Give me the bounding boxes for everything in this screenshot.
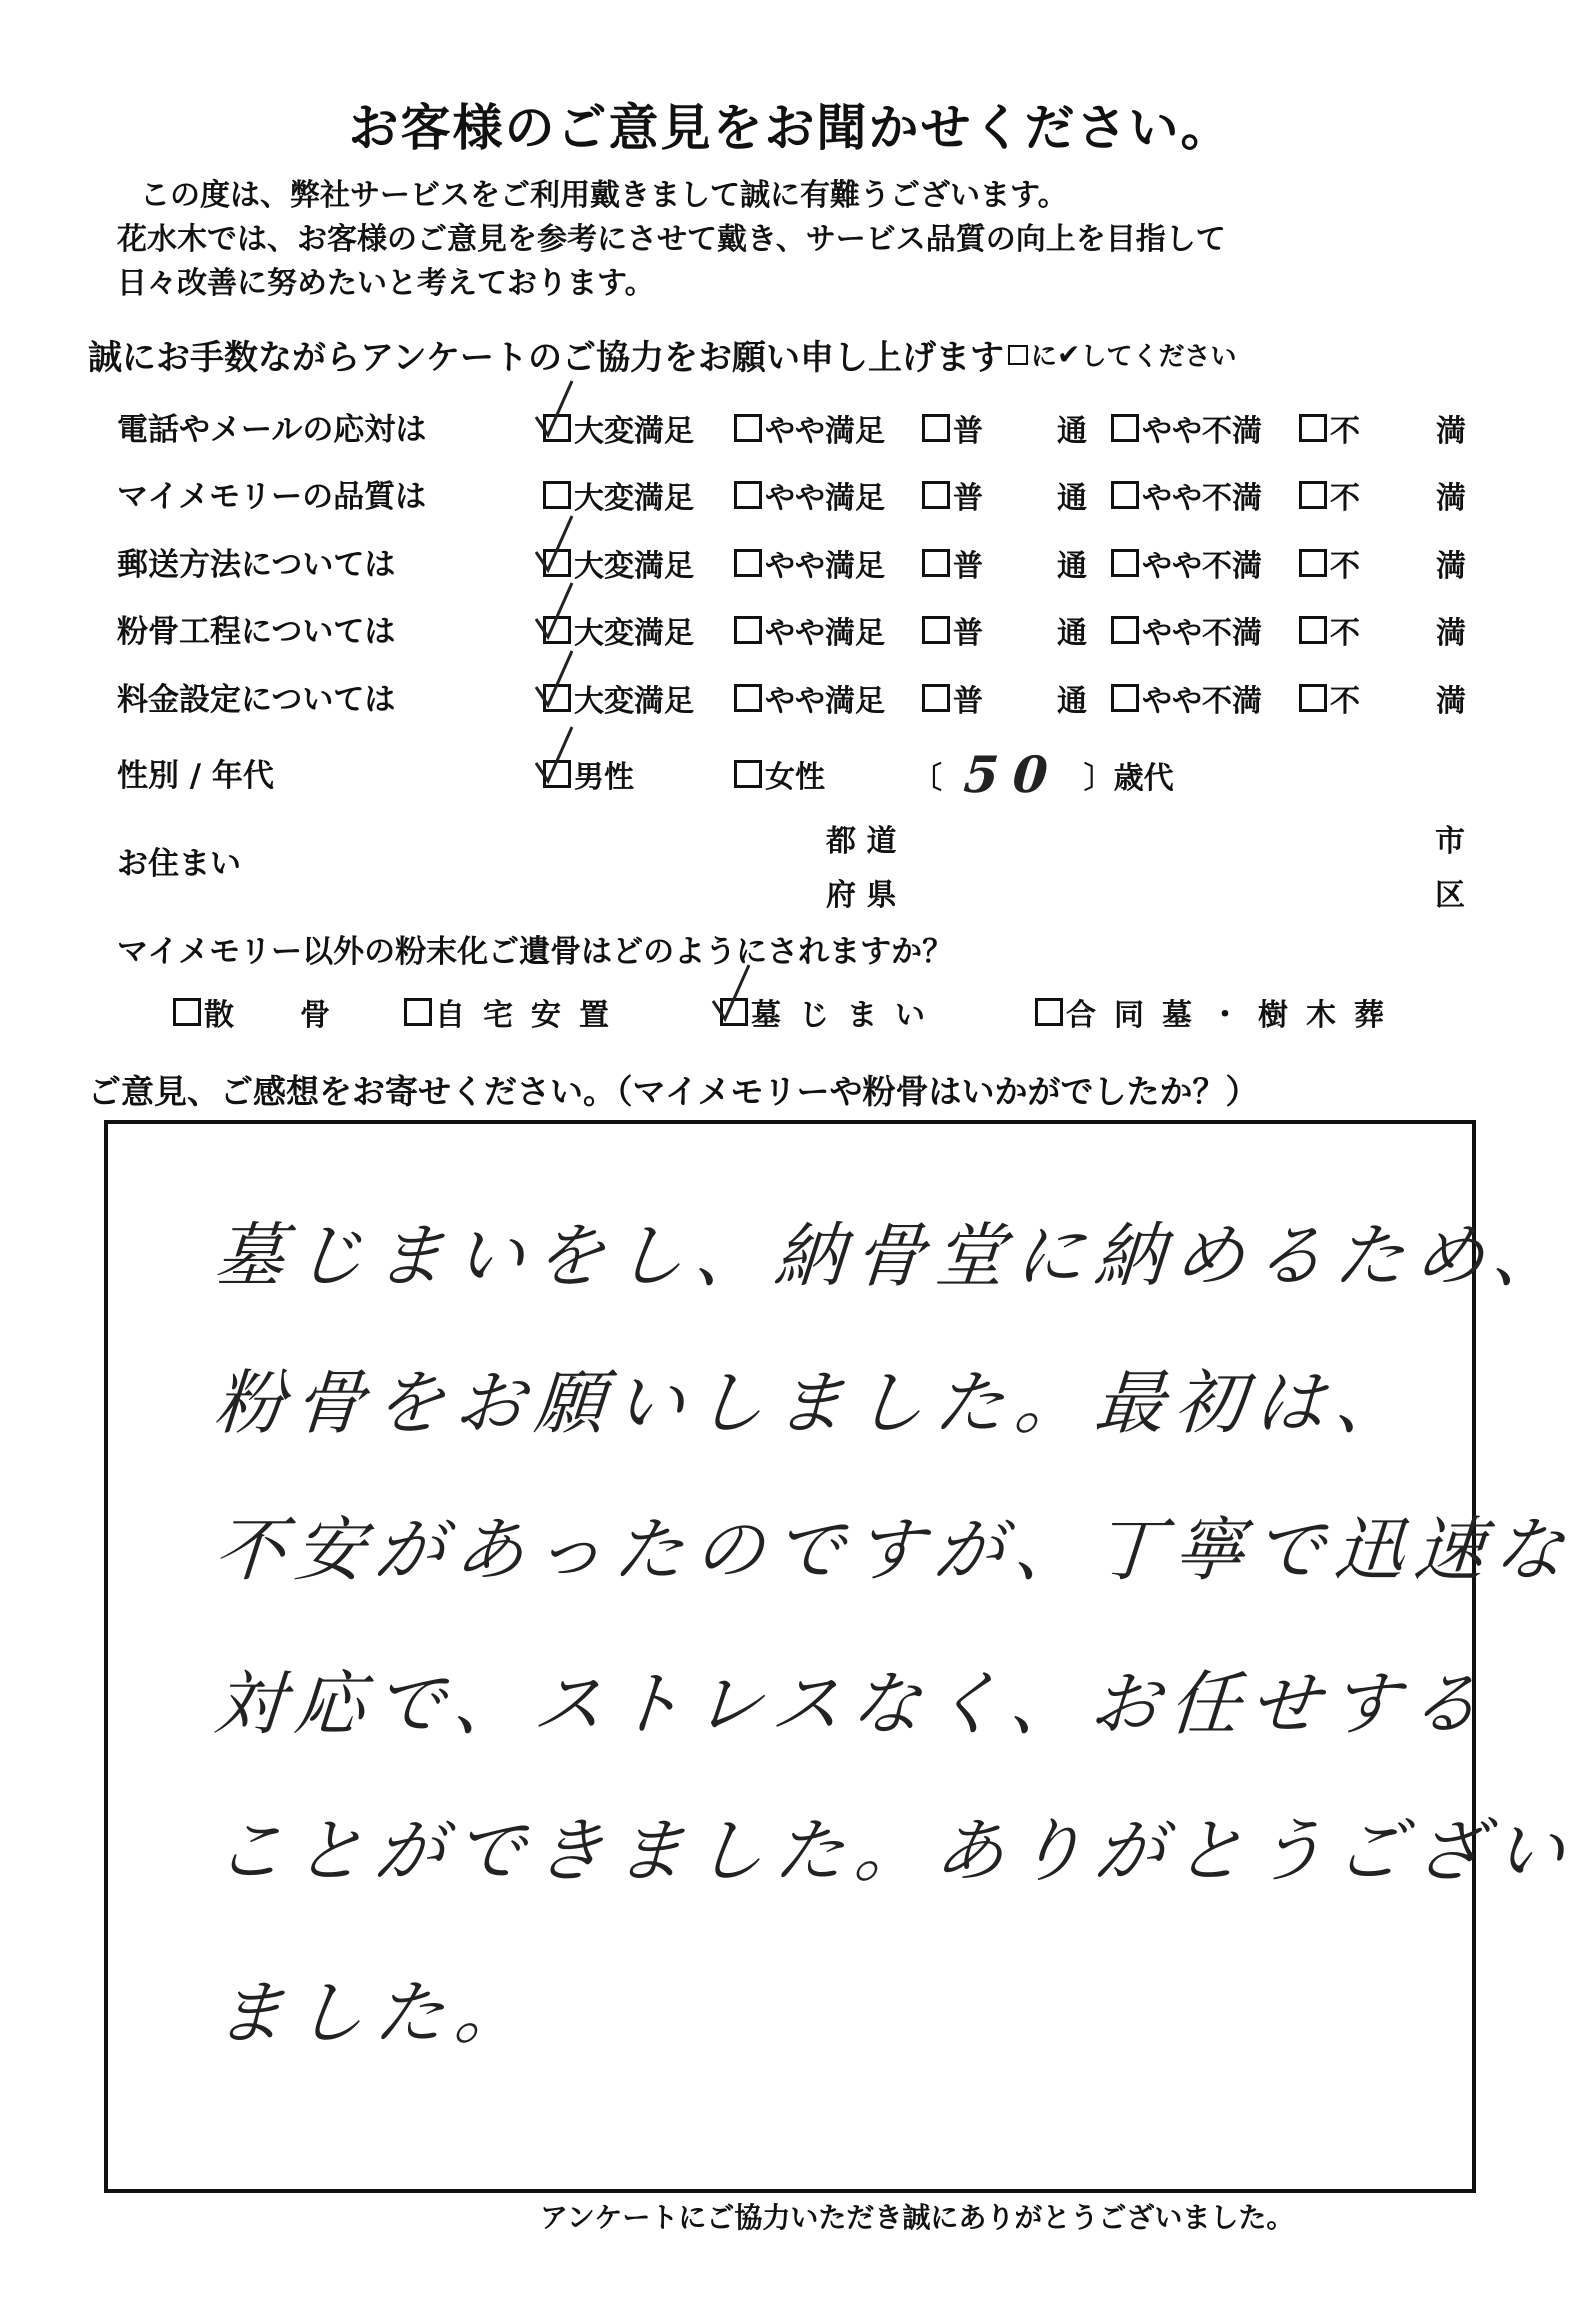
rating-option[interactable] <box>1111 541 1262 585</box>
checkbox[interactable] <box>543 760 571 788</box>
question-label: 電話やメールの応対は <box>117 412 427 448</box>
checkbox[interactable] <box>1111 481 1139 509</box>
rating-option[interactable] <box>543 541 694 585</box>
option-label: 散 骨 <box>204 998 348 1033</box>
checkbox[interactable] <box>1111 616 1139 644</box>
comment-heading: ご意見、ご感想をお寄せください。（マイメモリーや粉骨はいかがでしたか？） <box>88 1072 1259 1111</box>
checkbox[interactable] <box>543 684 571 712</box>
rating-option[interactable] <box>922 608 983 652</box>
rating-option[interactable] <box>734 608 885 652</box>
option-label: 女性 <box>765 760 825 795</box>
option-label: やや満足 <box>765 481 885 516</box>
checkbox[interactable] <box>1299 684 1327 712</box>
intro-line: 日々改善に努めたいと考えております。 <box>117 266 655 301</box>
rating-option[interactable] <box>1299 608 1360 652</box>
option-label: 男性 <box>574 760 634 795</box>
other-option[interactable] <box>1035 990 1402 1034</box>
option-label-suffix: 通 <box>1057 616 1087 651</box>
gender-male-option[interactable] <box>543 752 634 796</box>
checkbox[interactable] <box>734 549 762 577</box>
city-suffix-2: 区 <box>1435 878 1465 913</box>
checkbox-icon <box>1008 345 1028 365</box>
handwritten-line: 墓じまいをし、納骨堂に納めるため、 <box>211 1215 1575 1297</box>
option-label: やや不満 <box>1142 684 1262 719</box>
handwritten-line: ことができました。ありがとうござい <box>211 1810 1578 1892</box>
checkbox[interactable] <box>543 549 571 577</box>
option-label: やや不満 <box>1142 414 1262 449</box>
checkbox[interactable] <box>922 684 950 712</box>
rating-option[interactable] <box>543 676 694 720</box>
handwritten-line: 対応で、ストレスなく、お任せする <box>211 1663 1493 1745</box>
gender-female-option[interactable] <box>734 752 825 796</box>
checkmark-icon <box>532 514 592 584</box>
question-label: 粉骨工程については <box>117 614 396 650</box>
instruction-pre: に <box>1030 342 1057 372</box>
checkbox[interactable] <box>720 998 748 1026</box>
other-question: マイメモリー以外の粉末化ご遺骨はどのようにされますか？ <box>117 934 954 970</box>
rating-option[interactable] <box>543 473 694 517</box>
checkbox[interactable] <box>1111 549 1139 577</box>
checkbox[interactable] <box>734 760 762 788</box>
checkbox[interactable] <box>922 481 950 509</box>
rating-option[interactable] <box>922 676 983 720</box>
option-label: 普 <box>953 616 983 651</box>
question-label: 料金設定については <box>117 682 396 718</box>
checkbox[interactable] <box>1299 549 1327 577</box>
survey-request <box>88 330 1236 379</box>
rating-option[interactable] <box>1111 473 1262 517</box>
option-label: 墓じまい <box>751 998 943 1033</box>
rating-option[interactable] <box>922 541 983 585</box>
rating-option[interactable] <box>1299 676 1360 720</box>
checkbox[interactable] <box>734 616 762 644</box>
question-label: マイメモリーの品質は <box>117 479 427 515</box>
option-label: やや不満 <box>1142 481 1262 516</box>
checkbox[interactable] <box>1111 414 1139 442</box>
page-title: お客様のご意見をお聞かせください。 <box>348 99 1233 157</box>
prefecture-suffix-2: 府 県 <box>826 878 897 913</box>
other-option[interactable] <box>404 990 627 1034</box>
survey-request-text: 誠にお手数ながらアンケートのご協力をお願い申し上げます <box>88 338 1004 378</box>
checkmark-icon <box>532 581 592 651</box>
option-label-suffix: 通 <box>1057 481 1087 516</box>
address-label: お住まい <box>117 846 241 882</box>
age-suffix: 〕歳代 <box>1083 760 1174 796</box>
question-label: 郵送方法については <box>117 547 396 583</box>
option-label: 大変満足 <box>574 616 694 651</box>
checkbox[interactable] <box>1299 481 1327 509</box>
rating-option[interactable] <box>734 676 885 720</box>
option-label: 不 <box>1330 549 1360 584</box>
rating-option[interactable] <box>1111 676 1262 720</box>
handwritten-line: ました。 <box>211 1972 538 2054</box>
instruction-post: してください <box>1080 342 1237 372</box>
option-label: 自宅安置 <box>435 998 627 1033</box>
rating-option[interactable] <box>543 406 694 450</box>
option-label: やや不満 <box>1142 549 1262 584</box>
option-label: 大変満足 <box>574 684 694 719</box>
option-label: やや満足 <box>765 616 885 651</box>
option-label: 大変満足 <box>574 414 694 449</box>
checkbox[interactable] <box>922 549 950 577</box>
rating-option[interactable] <box>543 608 694 652</box>
option-label: やや満足 <box>765 684 885 719</box>
rating-option[interactable] <box>1111 608 1262 652</box>
handwritten-line: 不安があったのですが、丁寧で迅速な <box>211 1509 1577 1591</box>
rating-option[interactable] <box>1299 473 1360 517</box>
checkbox[interactable] <box>173 998 201 1026</box>
option-label-suffix: 通 <box>1057 549 1087 584</box>
option-label: 不 <box>1330 616 1360 651</box>
option-label-suffix: 満 <box>1436 616 1466 651</box>
handwritten-line: 粉骨をお願いしました。最初は、 <box>211 1362 1418 1444</box>
option-label-suffix: 満 <box>1436 684 1466 719</box>
rating-option[interactable] <box>922 406 983 450</box>
checkbox[interactable] <box>1035 998 1063 1026</box>
option-label-suffix: 満 <box>1436 481 1466 516</box>
gender-age-label: 性別 / 年代 <box>117 758 274 794</box>
checkmark-icon: ✔ <box>1056 338 1081 371</box>
rating-option[interactable] <box>1299 406 1360 450</box>
option-label-suffix: 通 <box>1057 414 1087 449</box>
other-option[interactable] <box>720 990 943 1034</box>
checkbox[interactable] <box>922 414 950 442</box>
checkbox[interactable] <box>543 616 571 644</box>
checkbox[interactable] <box>1111 684 1139 712</box>
checkbox[interactable] <box>1299 616 1327 644</box>
checkmark-icon <box>709 963 769 1033</box>
option-label: やや満足 <box>765 414 885 449</box>
age-value[interactable]: 50 <box>961 745 1064 804</box>
checkbox[interactable] <box>734 414 762 442</box>
option-label: 普 <box>953 481 983 516</box>
checkmark-icon <box>532 649 592 719</box>
rating-option[interactable] <box>734 406 885 450</box>
rating-option[interactable] <box>1299 541 1360 585</box>
rating-option[interactable] <box>922 473 983 517</box>
option-label: やや満足 <box>765 549 885 584</box>
footer-thanks: アンケートにご協力いただき誠にありがとうございました。 <box>540 2201 1295 2234</box>
checkbox[interactable] <box>404 998 432 1026</box>
rating-option[interactable] <box>734 541 885 585</box>
option-label: 普 <box>953 684 983 719</box>
intro-line: この度は、弊社サービスをご利用戴きまして誠に有難うございます。 <box>140 178 1068 213</box>
option-label: 普 <box>953 414 983 449</box>
bracket-open: 〔 <box>912 760 942 796</box>
option-label-suffix: 満 <box>1436 414 1466 449</box>
checkbox[interactable] <box>1299 414 1327 442</box>
option-label-suffix: 通 <box>1057 684 1087 719</box>
rating-option[interactable] <box>1111 406 1262 450</box>
option-label: やや不満 <box>1142 616 1262 651</box>
age-field[interactable] <box>912 745 1174 804</box>
option-label: 普 <box>953 549 983 584</box>
option-label: 大変満足 <box>574 549 694 584</box>
checkbox[interactable] <box>922 616 950 644</box>
checkmark-icon <box>532 379 592 449</box>
checkmark-icon <box>532 725 592 795</box>
option-label: 不 <box>1330 684 1360 719</box>
option-label: 不 <box>1330 481 1360 516</box>
checkbox[interactable] <box>543 414 571 442</box>
option-label-suffix: 満 <box>1436 549 1466 584</box>
option-label: 大変満足 <box>574 481 694 516</box>
rating-option[interactable] <box>734 473 885 517</box>
intro-line: 花水木では、お客様のご意見を参考にさせて戴き、サービス品質の向上を目指して <box>117 222 1226 257</box>
city-suffix-1: 市 <box>1435 824 1465 859</box>
checkbox[interactable] <box>734 481 762 509</box>
option-label: 不 <box>1330 414 1360 449</box>
checkbox[interactable] <box>543 481 571 509</box>
other-option[interactable] <box>173 990 348 1034</box>
option-label: 合同墓・樹木葬 <box>1066 998 1402 1033</box>
prefecture-suffix-1: 都 道 <box>826 824 897 859</box>
checkbox[interactable] <box>734 684 762 712</box>
